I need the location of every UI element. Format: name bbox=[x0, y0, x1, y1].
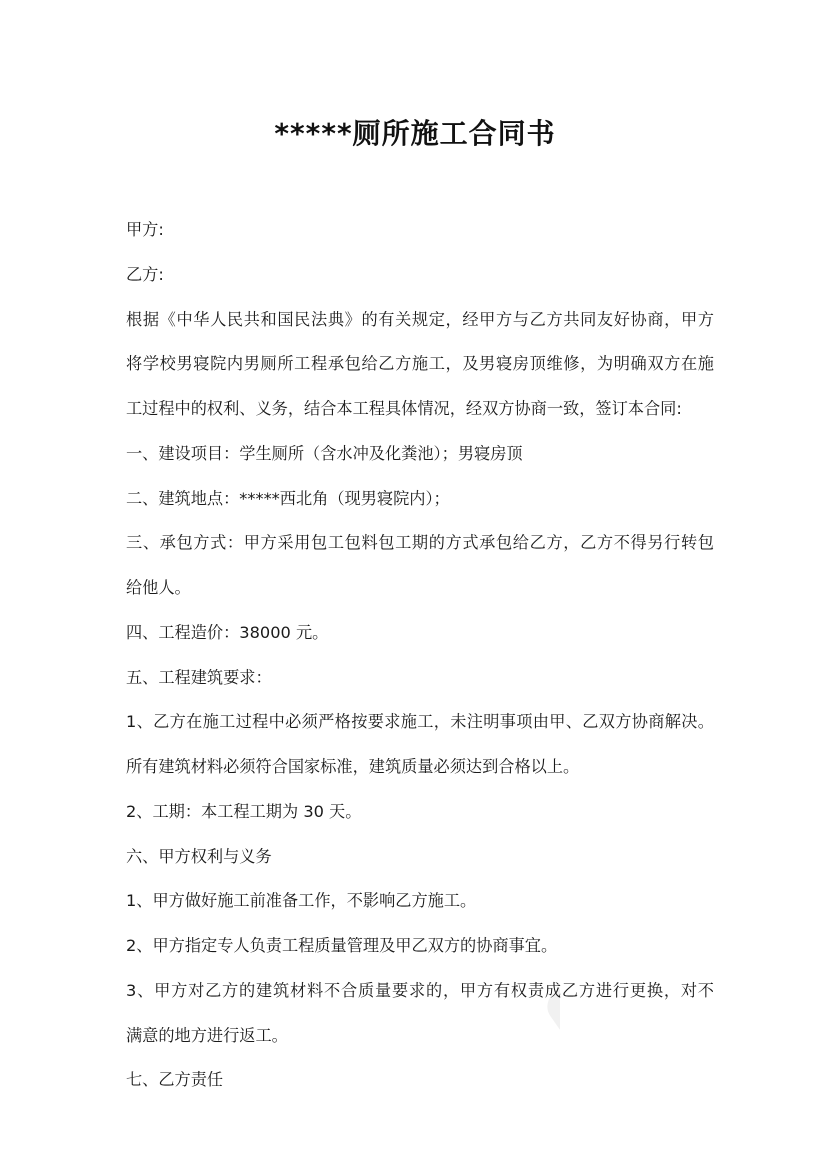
line-item-5-2: 2、工期：本工程工期为 30 天。 bbox=[126, 801, 362, 821]
line-section-3b: 给他人。 bbox=[126, 578, 191, 597]
line-preamble-3: 工过程中的权利、义务，结合本工程具体情况，经双方协商一致，签订本合同: bbox=[126, 399, 682, 418]
line-section-4: 四、工程造价：38000 元。 bbox=[126, 622, 329, 642]
line-preamble-1: 根据《中华人民共和国民法典》的有关规定，经甲方与乙方共同友好协商，甲方 bbox=[126, 309, 714, 329]
line-party-a: 甲方: bbox=[126, 220, 164, 239]
line-item-6-3b: 满意的地方进行返工。 bbox=[126, 1025, 288, 1045]
document-body bbox=[126, 218, 714, 1113]
line-section-5: 五、工程建筑要求： bbox=[126, 667, 272, 687]
line-item-5-1a: 1、乙方在施工过程中必须严格按要求施工，未注明事项由甲、乙双方协商解决。 bbox=[126, 712, 714, 732]
line-party-b: 乙方: bbox=[126, 264, 164, 284]
line-section-2: 二、建筑地点：*****西北角（现男寝院内）； bbox=[126, 488, 450, 508]
line-item-5-1b: 所有建筑材料必须符合国家标准，建筑质量必须达到合格以上。 bbox=[126, 757, 580, 776]
line-item-6-1: 1、甲方做好施工前准备工作，不影响乙方施工。 bbox=[126, 891, 477, 911]
line-item-6-2: 2、甲方指定专人负责工程质量管理及甲乙双方的协商事宜。 bbox=[126, 936, 558, 955]
line-preamble-2: 将学校男寝院内男厕所工程承包给乙方施工，及男寝房顶维修，为明确双方在施 bbox=[126, 354, 714, 374]
document-title: *****厕所施工合同书 bbox=[274, 117, 556, 150]
line-section-3a: 三、承包方式：甲方采用包工包料包工期的方式承包给乙方，乙方不得另行转包 bbox=[126, 533, 714, 553]
line-section-6: 六、甲方权利与义务 bbox=[126, 846, 272, 866]
line-section-7: 七、乙方责任 bbox=[126, 1070, 224, 1090]
line-item-6-3a: 3、甲方对乙方的建筑材料不合质量要求的，甲方有权责成乙方进行更换，对不 bbox=[126, 980, 714, 1000]
line-section-1: 一、建设项目：学生厕所（含水冲及化粪池）；男寝房顶 bbox=[126, 443, 523, 463]
